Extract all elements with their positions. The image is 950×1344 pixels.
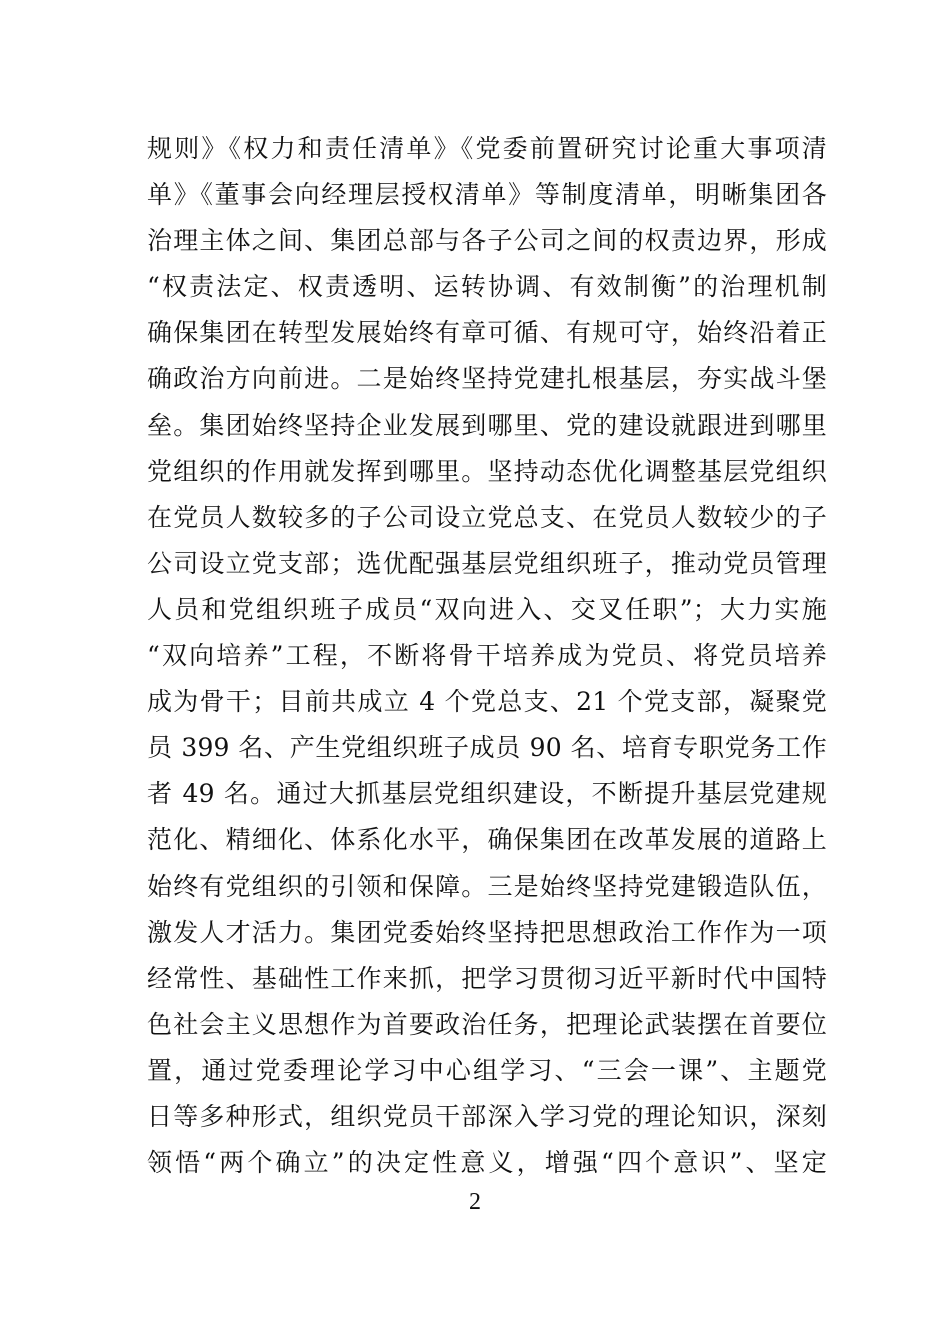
text-line: 规则》《权力和责任清单》《党委前置研究讨论重大事项清: [147, 134, 827, 163]
text-line: “双向培养”工程，不断将骨干培养成为党员、将党员培养: [147, 641, 827, 671]
text-line: 范化、精细化、体系化水平，确保集团在改革发展的道路上: [147, 825, 827, 855]
text-line: 色社会主义思想作为首要政治任务，把理论武装摆在首要位: [147, 1009, 827, 1039]
text-line: 激发人才活力。集团党委始终坚持把思想政治工作作为一项: [147, 917, 827, 947]
text-line: 经常性、基础性工作来抓，把学习贯彻习近平新时代中国特: [147, 963, 827, 993]
page-number: 2: [469, 1189, 481, 1215]
text-line: 垒。集团始终坚持企业发展到哪里、党的建设就跟进到哪里: [147, 410, 827, 440]
text-line: 人员和党组织班子成员“双向进入、交叉任职”；大力实施: [147, 594, 827, 624]
text-line: 成为骨干；目前共成立 4 个党总支、21 个党支部，凝聚党: [147, 687, 827, 717]
body-text: [147, 126, 827, 1186]
text-line: 始终有党组织的引领和保障。三是始终坚持党建锻造队伍，: [147, 871, 827, 901]
text-line: 员 399 名、产生党组织班子成员 90 名、培育专职党务工作: [147, 733, 827, 763]
text-line: 日等多种形式，组织党员干部深入学习党的理论知识，深刻: [147, 1101, 827, 1131]
text-line: “权责法定、权责透明、运转协调、有效制衡”的治理机制: [147, 272, 827, 302]
text-line: 确保集团在转型发展始终有章可循、有规可守，始终沿着正: [147, 318, 827, 348]
text-line: 者 49 名。通过大抓基层党组织建设，不断提升基层党建规: [147, 779, 827, 809]
text-line: 治理主体之间、集团总部与各子公司之间的权责边界，形成: [147, 226, 827, 256]
text-line: 单》《董事会向经理层授权清单》等制度清单，明晰集团各: [147, 180, 827, 210]
text-line: 在党员人数较多的子公司设立党总支、在党员人数较少的子: [147, 502, 827, 532]
text-line: 领悟“两个确立”的决定性意义，增强“四个意识”、坚定: [147, 1148, 827, 1178]
text-line: 党组织的作用就发挥到哪里。坚持动态优化调整基层党组织: [147, 456, 827, 486]
text-line: 确政治方向前进。二是始终坚持党建扎根基层，夯实战斗堡: [147, 364, 827, 394]
text-line: 公司设立党支部；选优配强基层党组织班子，推动党员管理: [147, 548, 827, 578]
text-line: 置，通过党委理论学习中心组学习、“三会一课”、主题党: [147, 1055, 827, 1085]
